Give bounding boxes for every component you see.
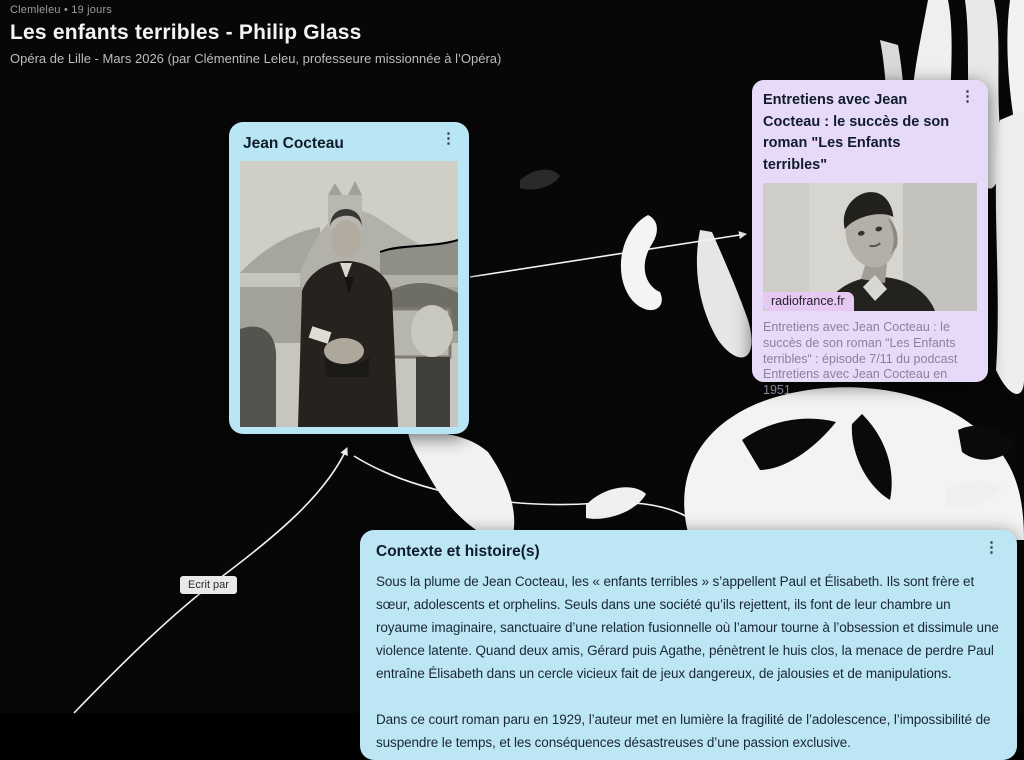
source-badge: radiofrance.fr [763, 292, 854, 311]
page-title: Les enfants terribles - Philip Glass [10, 21, 362, 44]
more-options-icon[interactable]: ⋮ [441, 130, 456, 147]
card-contexte[interactable] [360, 530, 1017, 760]
more-options-icon[interactable]: ⋮ [960, 88, 975, 105]
card-jean-cocteau-title: Jean Cocteau [243, 135, 344, 152]
contexte-paragraph-1: Sous la plume de Jean Cocteau, les « enfants terribles » s’appellent Paul et Élisabeth. Ils sont frère et sœur, adolescents et orphelins. Seuls dans une société qu’ils rejettent, ils font de leur chambre un royaume imaginaire, sanctuaire d’une relation fusionnelle où l’amour tourne à l’obsession et dissimule une violence latente. Quand deux amis, Gérard puis Agathe, pénètrent le huis clos, la menace de perdre Paul entraîne Élisabeth dans un cercle vicieux fait de jeux dangereux, de jalousies et de manipulations. [376, 574, 999, 681]
contexte-body [376, 570, 1001, 754]
card-entretiens[interactable] [752, 80, 988, 398]
edge-label-ecrit-par[interactable]: Ecrit par [180, 576, 237, 594]
board-header [10, 4, 501, 66]
contexte-paragraph-2: Dans ce court roman paru en 1929, l’auteur met en lumière la fragilité de l’adolescence, l’impossibilité de suspendre le temps, et les conséquences désastreuses d’une passion exclusive. [376, 712, 991, 750]
card-jean-cocteau[interactable] [229, 122, 469, 434]
more-options-icon[interactable]: ⋮ [984, 539, 999, 556]
page-subtitle: Opéra de Lille - Mars 2026 (par Clémentine Leleu, professeure missionnée à l’Opéra) [10, 51, 502, 66]
author-line: Clemleleu • 19 jours [10, 4, 113, 16]
card-entretiens-title: Entretiens avec Jean Cocteau : le succès de son roman "Les Enfants terribles" [763, 92, 950, 173]
jean-cocteau-photo[interactable] [240, 161, 458, 427]
card-contexte-title: Contexte et histoire(s) [376, 543, 540, 560]
entretiens-caption: Entretiens avec Jean Cocteau : le succès de son roman “Les Enfants terribles“ : épisode 7/11 du podcast Entretiens avec Jean Cocteau en 1951 [763, 320, 958, 398]
